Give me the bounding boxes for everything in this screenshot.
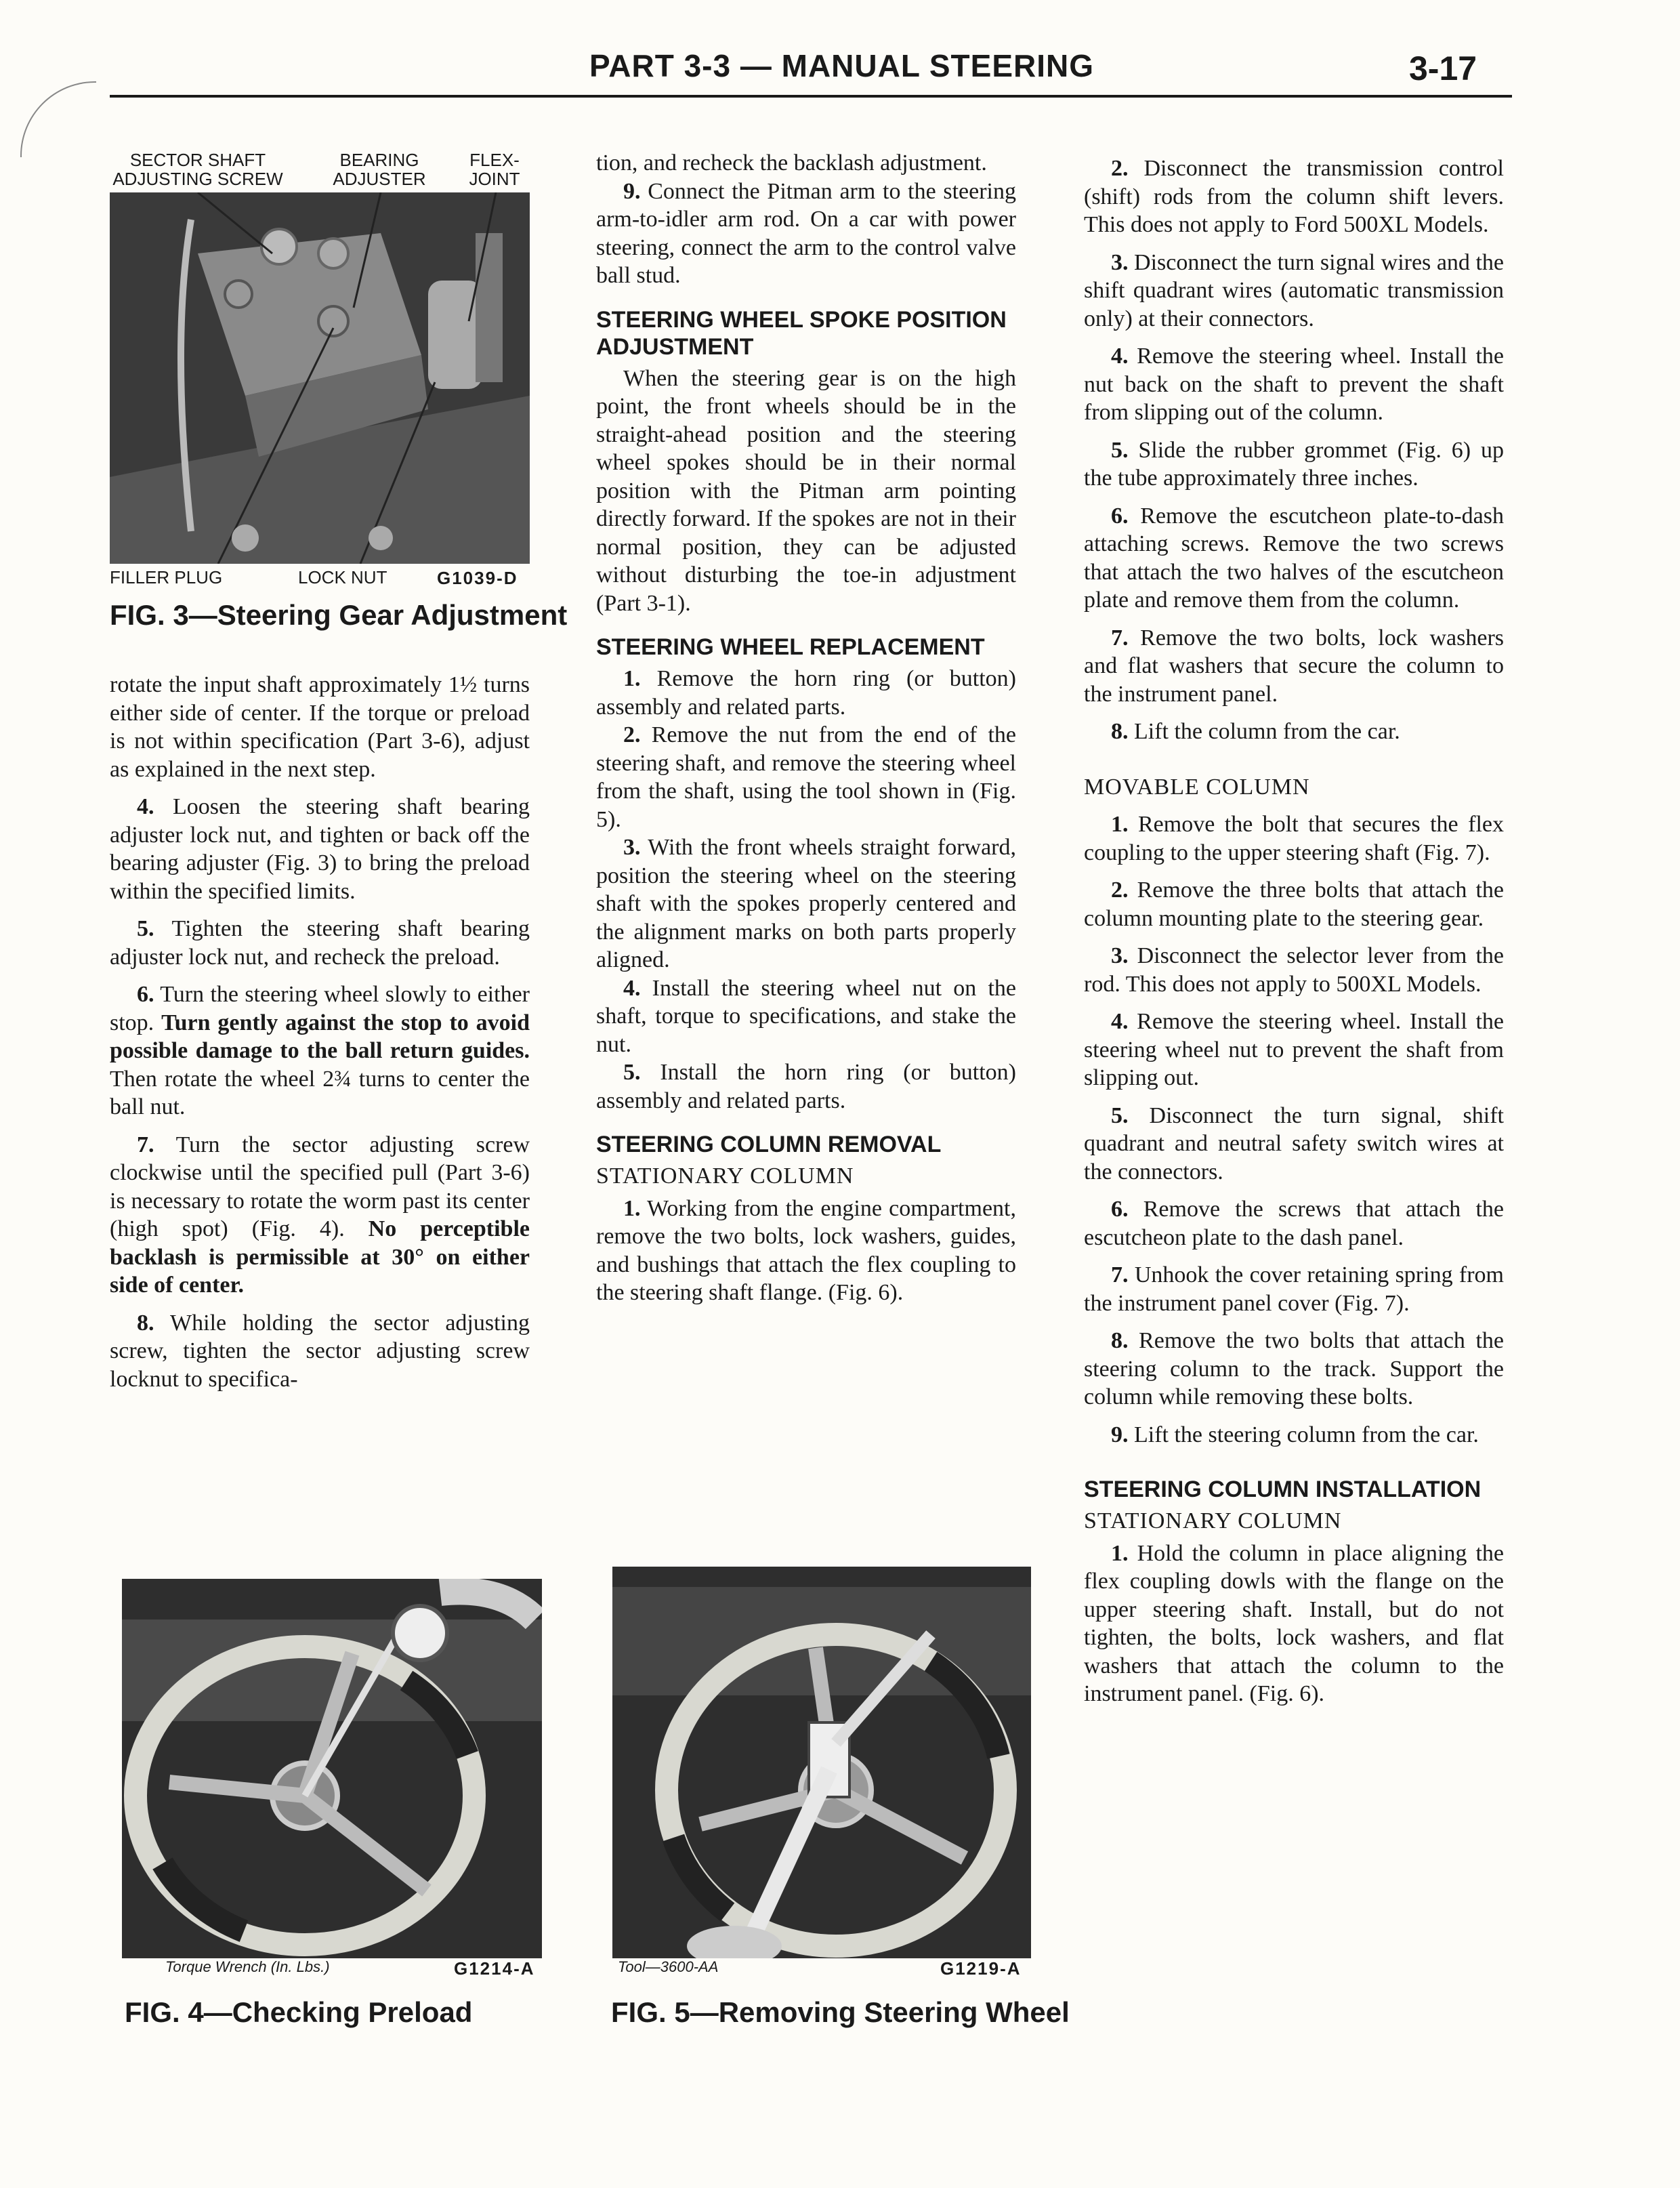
- fig5-caption: FIG. 5—Removing Steering Wheel: [611, 1996, 1070, 2028]
- removal-step-3: 3. Disconnect the turn signal wires and the shift quadrant wires (automatic transmission only) at their connectors.: [1084, 249, 1504, 331]
- header-rule: [110, 95, 1512, 98]
- movable-step-4: 4. Remove the steering wheel. Install the steering wheel nut to prevent the shaft from slipping out.: [1084, 1009, 1504, 1090]
- fig5-code: G1219-A: [940, 1958, 1022, 1979]
- column-2: [596, 149, 1016, 1307]
- column-1: [110, 671, 530, 1393]
- replacement-step-1: 1. Remove the horn ring (or button) assembly and related parts.: [596, 666, 1016, 720]
- heading-wheel-replacement: STEERING WHEEL REPLACEMENT: [596, 634, 985, 660]
- removal-step-7: 7. Remove the two bolts, lock washers and flat washers that secure the column to the instrument panel.: [1084, 625, 1504, 707]
- page-header-title: PART 3-3 — MANUAL STEERING: [589, 48, 1095, 83]
- movable-step-8: 8. Remove the two bolts that attach the steering column to the track. Support the column while removing these bolts.: [1084, 1328, 1504, 1409]
- heading-column-installation: STEERING COLUMN INSTALLATION: [1084, 1477, 1482, 1502]
- installation-step-1: 1. Hold the column in place aligning the flex coupling dowls with the flange on the upper steering shaft. Install, but do not tighten, the bolts, lock washers, and flat washers that attach the column to the instrument panel. (Fig. 6).: [1084, 1540, 1504, 1706]
- movable-step-5: 5. Disconnect the turn signal, shift quadrant and neutral safety switch wires at the connectors.: [1084, 1102, 1504, 1184]
- removal-step-2: 2. Disconnect the transmission control (shift) rods from the column shift levers. This does not apply to Ford 500XL Models.: [1084, 156, 1504, 237]
- col1-step-6: 6. Turn the steering wheel slowly to either stop. Turn gently against the stop to avoid possible damage to the ball return guides. Then rotate the wheel 2¾ turns to center the ball nut.: [110, 982, 530, 1119]
- fig3-label-filler-plug: FILLER PLUG: [110, 567, 223, 587]
- fig3-photo: [110, 192, 530, 564]
- fig3-label-lock-nut: LOCK NUT: [298, 567, 387, 587]
- removal-step-6: 6. Remove the escutcheon plate-to-dash attaching screws. Remove the two screws that attach the two halves of the escutcheon plate and remove them from the column.: [1084, 503, 1504, 613]
- fig3-label-sector-shaft: SECTOR SHAFT ADJUSTING SCREW: [112, 150, 283, 189]
- spoke-adjustment-paragraph: When the steering gear is on the high point, the front wheels should be in the straight-ahead position and the steering wheel spokes should be in their normal position with the Pitman arm pointing directly forward. If the spokes are not in their normal position, they can be adjusted without disturbing the toe-in adjustment (Part 3-1).: [596, 365, 1016, 616]
- col1-step-4: 4. Loosen the steering shaft bearing adjuster lock nut, and tighten or back off the bearing adjuster (Fig. 3) to bring the preload within the specified limits.: [110, 794, 530, 904]
- subheading-stationary-column-2: STATIONARY COLUMN: [1084, 1508, 1342, 1533]
- col1-step-5: 5. Tighten the steering shaft bearing adjuster lock nut, and recheck the preload.: [110, 916, 530, 970]
- movable-step-2: 2. Remove the three bolts that attach the column mounting plate to the steering gear.: [1084, 878, 1504, 931]
- removal-step-5: 5. Slide the rubber grommet (Fig. 6) up the tube approximately three inches.: [1084, 437, 1504, 491]
- fig3-code: G1039-D: [437, 568, 518, 588]
- fig4-tool-label: Torque Wrench (In. Lbs.): [165, 1958, 330, 1975]
- subheading-stationary-column: STATIONARY COLUMN: [596, 1163, 854, 1189]
- movable-step-9: 9. Lift the steering column from the car.: [1111, 1422, 1479, 1447]
- movable-step-1: 1. Remove the bolt that secures the flex coupling to the upper steering shaft (Fig. 7).: [1084, 812, 1504, 865]
- fig3-caption: FIG. 3—Steering Gear Adjustment: [110, 599, 568, 631]
- replacement-step-4: 4. Install the steering wheel nut on the shaft, torque to specifications, and stake the nut.: [596, 975, 1016, 1057]
- replacement-step-3: 3. With the front wheels straight forward, position the steering wheel on the steering shaft with the spokes properly centered and the alignment marks on both parts properly aligned.: [596, 835, 1016, 972]
- fig3-label-flex-joint: FLEX- JOINT: [469, 150, 520, 189]
- removal-step-4: 4. Remove the steering wheel. Install the nut back on the shaft to prevent the shaft from slipping out of the column.: [1084, 344, 1504, 425]
- fig3-label-bearing-adjuster: BEARING ADJUSTER: [333, 150, 426, 189]
- page-corner-mark: [20, 81, 96, 157]
- replacement-step-2: 2. Remove the nut from the end of the steering shaft, and remove the steering wheel from the shaft, using the tool shown in (Fig. 5).: [596, 722, 1016, 832]
- fig4-code: G1214-A: [454, 1958, 535, 1979]
- col2-paragraph: tion, and recheck the backlash adjustment.: [596, 150, 987, 176]
- col1-paragraph: rotate the input shaft approximately 1½ turns either side of center. If the torque or preload is not within specification (Part 3-6), adjust as explained in the next step.: [110, 672, 530, 782]
- movable-step-3: 3. Disconnect the selector lever from the rod. This does not apply to 500XL Models.: [1084, 943, 1504, 997]
- subheading-movable-column: MOVABLE COLUMN: [1084, 774, 1310, 800]
- heading-spoke-adjustment: STEERING WHEEL SPOKE POSITION ADJUSTMENT: [596, 306, 1007, 360]
- column-3: [1084, 154, 1504, 1708]
- page-number: 3-17: [1409, 49, 1477, 87]
- movable-step-7: 7. Unhook the cover retaining spring from the instrument panel cover (Fig. 7).: [1084, 1262, 1504, 1316]
- replacement-step-5: 5. Install the horn ring (or button) assembly and related parts.: [596, 1060, 1016, 1113]
- removal-step-1: 1. Working from the engine compartment, remove the two bolts, lock washers, guides, and bushings that attach the flex coupling to the steering shaft flange. (Fig. 6).: [596, 1195, 1016, 1305]
- col1-step-7: 7. Turn the sector adjusting screw clockwise until the specified pull (Part 3-6) is necessary to rotate the worm past its center (high spot) (Fig. 4). No perceptible backlash is permissible at 30° on either side of center.: [110, 1132, 530, 1298]
- col1-step-8: 8. While holding the sector adjusting screw, tighten the sector adjusting screw locknut to specifica-: [110, 1310, 530, 1392]
- heading-column-removal: STEERING COLUMN REMOVAL: [596, 1132, 942, 1157]
- movable-step-6: 6. Remove the screws that attach the escutcheon plate to the dash panel.: [1084, 1197, 1504, 1250]
- fig5-photo: [612, 1567, 1031, 1958]
- removal-step-8: 8. Lift the column from the car.: [1111, 719, 1400, 744]
- fig4-caption: FIG. 4—Checking Preload: [125, 1996, 473, 2028]
- col2-step-9: 9. Connect the Pitman arm to the steering arm-to-idler arm rod. On a car with power steering, connect the arm to the control valve ball stud.: [596, 178, 1016, 288]
- fig5-tool-label: Tool—3600-AA: [618, 1958, 719, 1975]
- fig4-photo: [122, 1579, 542, 1958]
